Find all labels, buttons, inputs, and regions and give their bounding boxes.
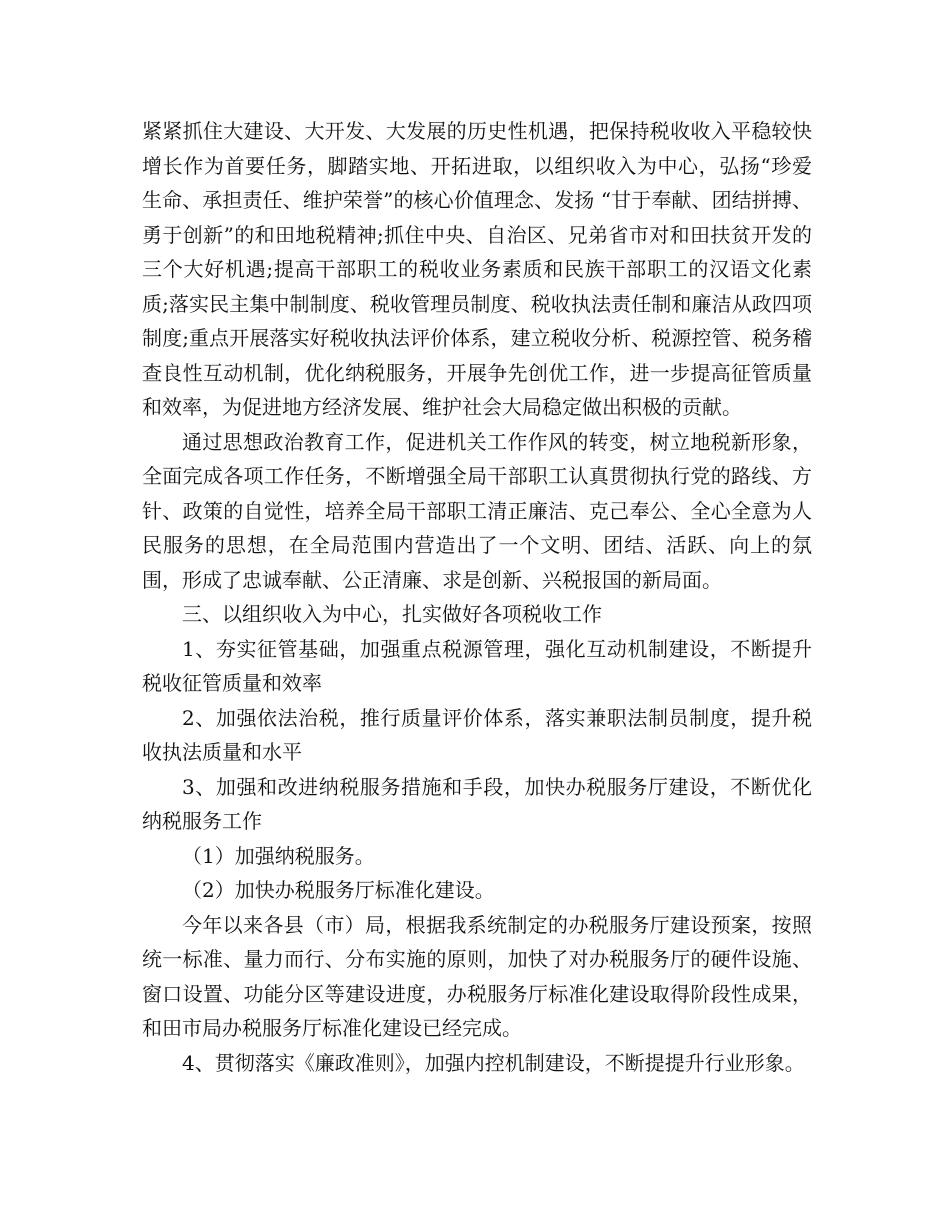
list-item-4: 4、贯彻落实《廉政准则》，加强内控机制建设，不断提提升行业形象。 xyxy=(182,1050,805,1075)
document-body xyxy=(142,114,812,1080)
paragraph-political-education: 通过思想政治教育工作，促进机关工作作风的转变，树立地税新形象，全面完成各项工作任务，不断增强全局干部职工认真贯彻执行党的路线、方针、政策的自觉性，培养全局干部职工清正廉洁、克己奉公、全心全意为人民服务的思想，在全局范围内营造出了一个文明、团结、活跃、向上的氛围，形成了忠诚奉献、公正清廉、求是创新、兴税报国的新局面。 xyxy=(142,429,812,592)
sub-item-2: （2）加快办税服务厅标准化建设。 xyxy=(182,878,495,902)
paragraph-continuation: 紧紧抓住大建设、大开发、大发展的历史性机遇，把保持税收收入平稳较快增长作为首要任务，脚踏实地、开拓进取，以组织收入为中心，弘扬“珍爱生命、承担责任、维护荣誉”的核心价值理念、发扬 “甘于奉献、团结拼搏、勇于创新”的和田地税精神;抓住中央、自治区、兄弟省市对和田扶贫开发的三个大好机遇;提高干部职工的税收业务素质和民族干部职工的汉语文化素质;落实民主集中制制度、税收管理员制度、税收执法责任制和廉洁从政四项制度;重点开展落实好税收执法评价体系，建立税收分析、税源控管、税务稽查良性互动机制，优化纳税服务，开展争先创优工作，进一步提高征管质量和效率，为促进地方经济发展、维护社会大局稳定做出积极的贡献。 xyxy=(142,119,812,419)
sub-item-1: （1）加强纳税服务。 xyxy=(182,843,375,868)
list-item-3: 3、加强和改进纳税服务措施和手段，加快办税服务厅建设，不断优化纳税服务工作 xyxy=(142,774,812,833)
list-item-2: 2、加强依法治税，推行质量评价体系，落实兼职法制员制度，提升税收执法质量和水平 xyxy=(142,705,812,764)
paragraph-service-hall: 今年以来各县（市）局，根据我系统制定的办税服务厅建设预案，按照统一标准、量力而行、分布实施的原则，加快了对办税服务厅的硬件设施、窗口设置、功能分区等建设进度，办税服务厅标准化建设取得阶段性成果，和田市局办税服务厅标准化建设已经完成。 xyxy=(142,912,812,1040)
section-heading-three: 三、以组织收入为中心，扎实做好各项税收工作 xyxy=(182,602,602,626)
list-item-1: 1、夯实征管基础，加强重点税源管理，强化互动机制建设，不断提升税收征管质量和效率 xyxy=(142,636,812,695)
